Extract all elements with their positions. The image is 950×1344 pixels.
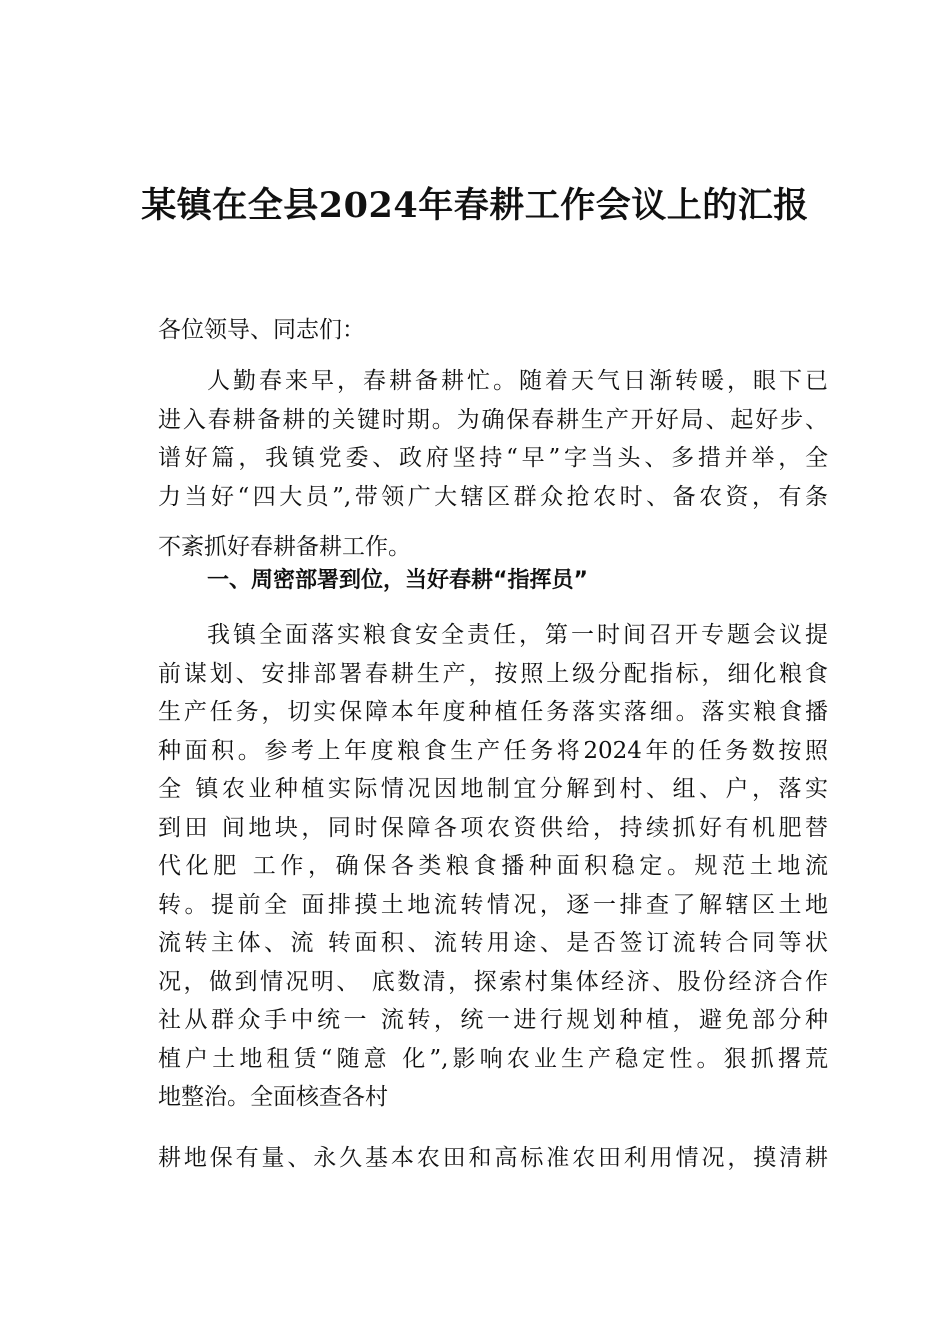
paragraph-line: 谱好篇，我镇党委、政府坚持“早”字当头、多措并举，全 (158, 445, 828, 471)
paragraph-line: 到田 间地块，同时保障各项农资供给，持续抓好有机肥替 (158, 814, 828, 841)
paragraph-line: 我镇全面落实粮食安全责任，第一时间召开专题会议提 (207, 622, 828, 648)
paragraph-line: 社从群众手中统一 流转，统一进行规划种植，避免部分种 (158, 1007, 828, 1033)
paragraph-line: 植户土地租赁“随意 化”,影响农业生产稳定性。狠抓撂荒 (158, 1045, 828, 1072)
paragraph-2-tail (158, 1139, 828, 1178)
section-heading: 一、周密部署到位，当好春耕“指挥员” (207, 568, 588, 593)
paragraph-line: 代化肥 工作，确保各类粮食播种面积稳定。规范土地流 (158, 853, 828, 879)
salutation: 各位领导、同志们： (158, 317, 365, 343)
paragraph-1-tail (158, 528, 828, 567)
paragraph-line: 不紊抓好春耕备耕工作。 (158, 534, 411, 560)
document-title: 某镇在全县2024年春耕工作会议上的汇报 (141, 185, 809, 226)
paragraph-line: 耕地保有量、永久基本农田和高标准农田利用情况，摸清耕 (158, 1145, 828, 1171)
paragraph-line: 转。提前全 面排摸土地流转情况，逐一排查了解辖区土地 (158, 891, 828, 918)
paragraph-line: 进入春耕备耕的关键时期。为确保春耕生产开好局、起好步、 (158, 406, 828, 433)
paragraph-line: 地整治。全面核查各村 (158, 1084, 388, 1110)
paragraph-line: 前谋划、安排部署春耕生产，按照上级分配指标，细化粮食 (158, 660, 828, 687)
paragraph-line: 人勤春来早，春耕备耕忙。随着天气日渐转暖，眼下已 (207, 368, 828, 394)
paragraph-line: 力当好“四大员”,带领广大辖区群众抢农时、备农资，有条 (158, 483, 828, 510)
paragraph-line: 全 镇农业种植实际情况因地制宜分解到村、组、户，落实 (158, 776, 828, 802)
paragraph-2 (158, 616, 828, 1117)
paragraph-line: 种面积。参考上年度粮食生产任务将2024年的任务数按照 (158, 737, 828, 764)
paragraph-line: 生产任务，切实保障本年度种植任务落实落细。落实粮食播 (158, 699, 828, 725)
paragraph-line: 况，做到情况明、 底数清，探索村集体经济、股份经济合作 (158, 968, 828, 995)
paragraph-1 (158, 362, 828, 516)
paragraph-line: 流转主体、流 转面积、流转用途、是否签订流转合同等状 (158, 930, 828, 956)
